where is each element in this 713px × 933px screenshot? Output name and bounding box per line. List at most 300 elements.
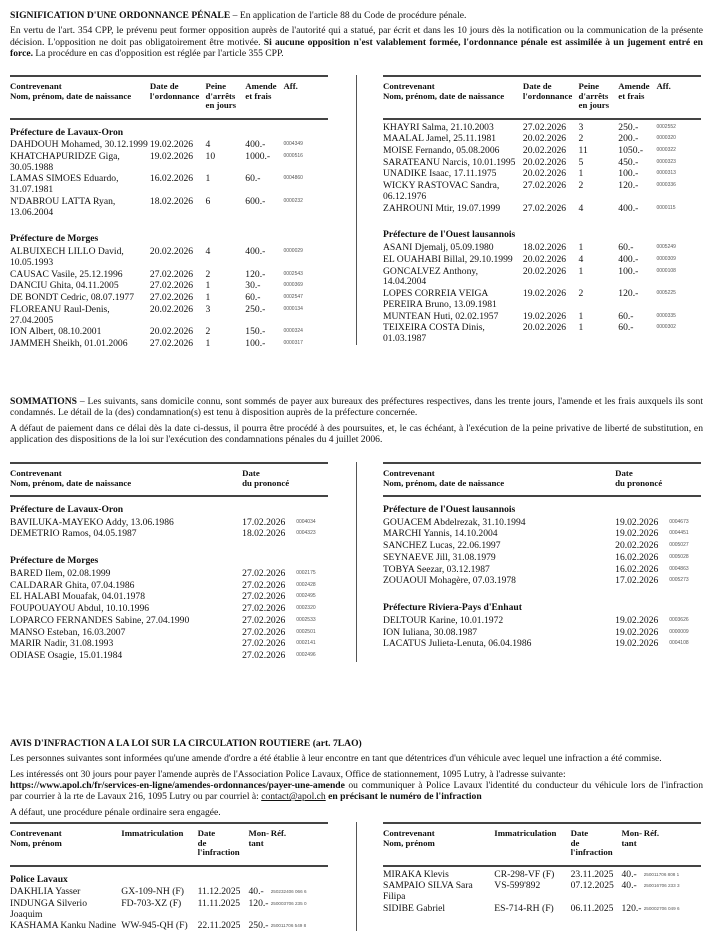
ref-cell: 250011706 808 1 — [644, 870, 701, 882]
header-row — [383, 463, 701, 496]
aff-cell: 0002501 — [296, 628, 328, 640]
col-contrevenant-line: Contrevenant — [383, 468, 435, 478]
sommations-paragraph-2: A défaut de paiement dans ce délai dès la date ci-dessus, il pourra être procédé à des poursuites, et, le cas échéant, à l'exécution de la peine privative de liberté de substitution, en application des dispositions de la loi sur l'exécution des condamnations pénales du 4 juillet 2006. — [10, 423, 703, 446]
contrevenant-cell: LAMAS SIMOES Eduardo, 31.07.1981 — [10, 174, 150, 196]
contrevenant-cell: JAMMEH Sheikh, 01.01.2006 — [10, 339, 150, 351]
contrevenant-cell: KASHAMA Kanku Nadine — [10, 921, 121, 933]
col-date-prononce-line: du prononcé — [242, 478, 289, 488]
table-row — [10, 174, 328, 196]
peine-cell: 11 — [579, 146, 619, 158]
table-row — [10, 616, 328, 628]
amende-cell: 60.- — [618, 243, 656, 255]
col-contrevenant-line: Contrevenant — [10, 81, 62, 91]
col-peine-line: Peine — [579, 81, 600, 91]
date-cell: 22.11.2025 — [198, 921, 249, 933]
date-cell: 27.02.2026 — [523, 123, 579, 135]
spacer-row — [383, 588, 701, 595]
header-row — [10, 76, 328, 119]
col-aff — [296, 463, 328, 496]
amende-cell: 30.- — [245, 281, 283, 293]
contrevenant-cell: SANCHEZ Lucas, 22.06.1997 — [383, 541, 615, 553]
contrevenant-cell: DAHDOUH Mohamed, 30.12.1999 — [10, 140, 150, 152]
avis-paragraph-3 — [10, 780, 703, 803]
table-header — [383, 463, 701, 496]
col-contrevenant — [383, 463, 615, 496]
sommations-table-left — [10, 462, 328, 663]
col-amende — [618, 76, 656, 119]
col-ref-line: Réf. — [644, 828, 659, 838]
email-link[interactable]: contact@apol.ch — [261, 791, 326, 802]
peine-cell: 1 — [579, 267, 619, 289]
peine-cell: 1 — [206, 281, 246, 293]
col-contrevenant-line: Nom, prénom — [10, 838, 62, 848]
avis-intro — [10, 738, 703, 822]
amende-cell: 60.- — [245, 293, 283, 305]
col-amende-line: et frais — [245, 91, 271, 101]
peine-cell: 1 — [206, 293, 246, 305]
sommations-title: SOMMATIONS — [10, 396, 77, 407]
contrevenant-cell: LOPARCO FERNANDES Sabine, 27.04.1990 — [10, 616, 242, 628]
date-cell: 20.02.2026 — [523, 158, 579, 170]
spacer-row — [10, 541, 328, 548]
date-cell: 19.02.2026 — [523, 289, 579, 311]
col-date-prononce — [242, 463, 296, 496]
contrevenant-cell: TEIXEIRA COSTA Dinis, 01.03.1987 — [383, 323, 523, 345]
col-aff-line: Aff. — [283, 81, 297, 91]
contrevenant-cell: DAKHLIA Yasser — [10, 887, 121, 899]
aff-cell: 0000232 — [283, 197, 328, 219]
table-row — [383, 576, 701, 588]
aff-cell: 0002495 — [296, 592, 328, 604]
col-ref — [644, 823, 701, 866]
table-row — [10, 152, 328, 174]
peine-cell: 3 — [579, 123, 619, 135]
immatriculation-cell: ES-714-RH (F) — [494, 904, 570, 916]
aff-cell: 0000302 — [656, 323, 701, 345]
aff-cell: 0005028 — [669, 553, 701, 565]
spacer-row — [10, 219, 328, 226]
date-cell: 27.02.2026 — [150, 293, 206, 305]
table-row — [10, 529, 328, 541]
ref-cell: 250232406 066 6 — [271, 887, 328, 899]
date-cell: 19.02.2026 — [615, 628, 669, 640]
table-body — [10, 866, 328, 933]
contrevenant-cell: DELTOUR Karine, 10.01.1972 — [383, 616, 615, 628]
col-peine-line: Peine — [206, 81, 227, 91]
peine-cell: 1 — [579, 312, 619, 324]
contrevenant-cell: MARIR Nadir, 31.08.1993 — [10, 639, 242, 651]
avis-title: AVIS D'INFRACTION A LA LOI SUR LA CIRCULATION ROUTIERE (art. 7LAO) — [10, 738, 703, 749]
spacer-row — [383, 215, 701, 222]
date-cell: 27.02.2026 — [242, 616, 296, 628]
table-header — [383, 76, 701, 119]
col-montant-line: Mon- — [621, 828, 642, 838]
ref-cell: 250016706 233 3 — [644, 881, 701, 903]
amende-cell: 150.- — [245, 327, 283, 339]
table-row — [10, 339, 328, 351]
amende-cell: 120.- — [618, 289, 656, 311]
table-row — [383, 881, 701, 903]
prefecture-group-row — [383, 595, 701, 616]
montant-cell: 40.- — [621, 881, 643, 903]
col-date-infraction-line: l'infraction — [198, 847, 240, 857]
amende-cell: 100.- — [245, 339, 283, 351]
amende-cell: 250.- — [618, 123, 656, 135]
peine-cell: 4 — [579, 204, 619, 216]
contrevenant-cell: MOISE Fernando, 05.08.2006 — [383, 146, 523, 158]
contrevenant-cell: SEYNAEVE Jill, 31.08.1979 — [383, 553, 615, 565]
immatriculation-cell: VS-599'892 — [494, 881, 570, 903]
col-peine-line: en jours — [206, 100, 237, 110]
spacer-cell — [10, 219, 328, 226]
date-cell: 20.02.2026 — [523, 146, 579, 158]
contrevenant-cell: ALBUIXECH LILLO David, 10.05.1993 — [10, 247, 150, 269]
col-peine-line: en jours — [579, 100, 610, 110]
table-row — [383, 553, 701, 565]
col-date-infraction-line: l'infraction — [571, 847, 613, 857]
table-row — [10, 197, 328, 219]
aff-cell: 0002320 — [296, 604, 328, 616]
date-cell: 20.02.2026 — [523, 267, 579, 289]
date-cell: 27.02.2026 — [523, 204, 579, 216]
avis-paragraph-2-text: Les intéressés ont 30 jours pour payer l'amende auprès de l'Association Police Lavaux, Office de stationnement, 1095 Lutry, à l'adresse suivante: — [10, 769, 566, 780]
aff-cell: 0002533 — [296, 616, 328, 628]
col-contrevenant — [10, 463, 242, 496]
date-cell: 16.02.2026 — [615, 553, 669, 565]
contrevenant-cell: WICKY RASTOVAC Sandra, 06.12.1976 — [383, 181, 523, 203]
date-cell: 17.02.2026 — [615, 576, 669, 588]
amende-cell: 1000.- — [245, 152, 283, 174]
col-contrevenant-line: Contrevenant — [383, 81, 435, 91]
table-body — [10, 496, 328, 663]
immatriculation-cell: CR-298-VF (F) — [494, 870, 570, 882]
date-cell: 27.02.2026 — [150, 339, 206, 351]
contrevenant-cell: SAMPAIO SILVA Sara Filipa — [383, 881, 494, 903]
col-immatriculation — [494, 823, 570, 866]
amende-cell: 60.- — [618, 323, 656, 345]
table-row — [10, 247, 328, 269]
aff-cell: 0000009 — [669, 628, 701, 640]
date-cell: 27.02.2026 — [150, 281, 206, 293]
peine-cell: 1 — [579, 323, 619, 345]
date-cell: 27.02.2026 — [242, 604, 296, 616]
peine-cell: 2 — [206, 270, 246, 282]
sommations-table-right — [383, 462, 701, 651]
aff-cell: 0000516 — [283, 152, 328, 174]
aff-cell: 0000369 — [283, 281, 328, 293]
col-date-infraction — [198, 823, 249, 866]
contrevenant-cell: BAVILUKA-MAYEKO Addy, 13.06.1986 — [10, 518, 242, 530]
col-date-prononce-line: Date — [615, 468, 633, 478]
col-contrevenant-line: Nom, prénom, date de naissance — [383, 478, 504, 488]
aff-cell: 0004863 — [669, 565, 701, 577]
table-row — [10, 305, 328, 327]
col-immatriculation-line: Immatriculation — [121, 828, 183, 838]
ordonnance-heading — [10, 10, 703, 21]
header-row — [383, 823, 701, 866]
contrevenant-cell: EL OUAHABI Billal, 29.10.1999 — [383, 255, 523, 267]
contrevenant-cell: MUNTEAN Huti, 02.02.1957 — [383, 312, 523, 324]
col-amende — [245, 76, 283, 119]
aff-cell: 0004673 — [669, 518, 701, 530]
col-amende-line: Amende — [245, 81, 276, 91]
sommations-tables — [10, 462, 703, 662]
ref-cell: 250003706 235 0 — [271, 899, 328, 921]
col-contrevenant-line: Nom, prénom — [383, 838, 435, 848]
date-cell: 27.02.2026 — [242, 639, 296, 651]
aff-cell: 0000134 — [283, 305, 328, 327]
ordonnance-text: En vertu de l'art. 354 CPP, le prévenu peut former opposition auprès de l'autorité qui a statué, par écrit et dans les 10 jours dès la notification ou la communication de la présente décision. L'opposition ne doit pas obligatoirement être motivée. — [10, 25, 703, 47]
date-cell: 27.02.2026 — [242, 628, 296, 640]
date-cell: 17.02.2026 — [242, 518, 296, 530]
col-ref-line: Réf. — [271, 828, 286, 838]
spacer-cell — [383, 215, 701, 222]
col-contrevenant — [10, 76, 150, 119]
peine-cell: 4 — [206, 247, 246, 269]
amende-cell: 450.- — [618, 158, 656, 170]
peine-cell: 1 — [579, 243, 619, 255]
col-date-prononce-line: Date — [242, 468, 260, 478]
contrevenant-cell: SARATEANU Narcis, 10.01.1995 — [383, 158, 523, 170]
table-row — [383, 323, 701, 345]
aff-cell: 0004349 — [283, 140, 328, 152]
table-body — [10, 119, 328, 351]
table-header — [10, 823, 328, 866]
prefecture-heading: Préfecture de Morges — [10, 226, 328, 247]
aff-cell: 0000309 — [656, 255, 701, 267]
table-header — [383, 823, 701, 866]
ordonnance-intro — [10, 10, 703, 63]
date-cell: 20.02.2026 — [150, 327, 206, 339]
aff-cell: 0005027 — [669, 541, 701, 553]
ordonnance-table-left — [10, 75, 328, 351]
date-cell: 18.02.2026 — [523, 243, 579, 255]
avis-table-left — [10, 822, 328, 933]
amende-cell: 200.- — [618, 134, 656, 146]
prefecture-heading: Préfecture de Lavaux-Oron — [10, 119, 328, 141]
header-row — [10, 823, 328, 866]
peine-cell: 2 — [579, 181, 619, 203]
col-ref — [271, 823, 328, 866]
aff-cell: 0000313 — [656, 169, 701, 181]
col-montant — [248, 823, 270, 866]
contrevenant-cell: MANSO Esteban, 16.03.2007 — [10, 628, 242, 640]
col-date-infraction-line: de — [198, 838, 207, 848]
table-body — [383, 866, 701, 916]
contrevenant-cell: INDUNGA Silverio Joaquim — [10, 899, 121, 921]
col-date-infraction — [571, 823, 622, 866]
peine-cell: 2 — [579, 289, 619, 311]
contrevenant-cell: N'DABROU LATTA Ryan, 13.06.2004 — [10, 197, 150, 219]
col-contrevenant-line: Nom, prénom, date de naissance — [10, 91, 131, 101]
montant-cell: 120.- — [248, 899, 270, 921]
peine-cell: 1 — [206, 339, 246, 351]
aff-cell: 0000336 — [656, 181, 701, 203]
sommations-text: – Les suivants, sans domicile connu, sont sommés de payer aux bureaux des préfectures respectives, dans les trente jours, l'amende et les frais auxquels ils sont condamnés. Le détail de la (des) condamnation(s) est tenu à disposition auprès de la préfecture concernée. — [10, 396, 703, 418]
date-cell: 11.12.2025 — [198, 887, 249, 899]
amende-cell: 100.- — [618, 267, 656, 289]
aff-cell: 0000317 — [283, 339, 328, 351]
amende-cell: 60.- — [618, 312, 656, 324]
amende-cell: 250.- — [245, 305, 283, 327]
col-contrevenant-line: Contrevenant — [10, 468, 62, 478]
peine-cell: 4 — [206, 140, 246, 152]
table-row — [10, 569, 328, 581]
amende-cell: 1050.- — [618, 146, 656, 158]
peine-cell: 5 — [579, 158, 619, 170]
col-peine — [579, 76, 619, 119]
aff-cell: 0000323 — [656, 158, 701, 170]
avis-paragraph-1: Les personnes suivantes sont informées qu'une amende d'ordre a été établie à leur encontre en tant que détentrices d'un véhicule avec lequel une infraction a été commise. — [10, 753, 703, 764]
peine-cell: 2 — [206, 327, 246, 339]
date-cell: 18.02.2026 — [242, 529, 296, 541]
ordonnance-table-right — [383, 75, 701, 346]
col-date-infraction-line: Date — [571, 828, 589, 838]
ordonnance-title-suffix: – En application de l'article 88 du Code de procédure pénale. — [230, 10, 466, 21]
col-peine-line: d'arrêts — [579, 91, 609, 101]
amende-cell: 400.- — [245, 140, 283, 152]
amende-cell: 400.- — [618, 204, 656, 216]
prefecture-group-row — [10, 866, 328, 888]
date-cell: 19.02.2026 — [615, 616, 669, 628]
montant-cell: 120.- — [621, 904, 643, 916]
contrevenant-cell: KHAYRI Salma, 21.10.2003 — [383, 123, 523, 135]
aff-cell: 0004034 — [296, 518, 328, 530]
aff-cell: 0005249 — [656, 243, 701, 255]
date-cell: 07.12.2025 — [571, 881, 622, 903]
sommations-intro — [10, 396, 703, 449]
ordonnance-table — [10, 75, 328, 351]
payment-url-link[interactable]: https://www.apol.ch/fr/services-en-ligne/amendes-ordonnances/payer-une-amende — [10, 780, 345, 791]
avis-paragraph-4: A défaut, une procédure pénale ordinaire sera engagée. — [10, 807, 703, 818]
col-date-prononce — [615, 463, 669, 496]
montant-cell: 250.- — [248, 921, 270, 933]
contrevenant-cell: ASANI Djemalj, 05.09.1980 — [383, 243, 523, 255]
montant-cell: 40.- — [248, 887, 270, 899]
col-date-ordonnance-line: l'ordonnance — [523, 91, 572, 101]
contrevenant-cell: FLOREANU Raul-Denis, 27.04.2005 — [10, 305, 150, 327]
avis-table-right — [383, 822, 701, 915]
spacer-cell — [10, 541, 328, 548]
contrevenant-cell: ION Iuliana, 30.08.1987 — [383, 628, 615, 640]
prefecture-heading: Préfecture de Lavaux-Oron — [10, 496, 328, 518]
aff-cell: 0002547 — [283, 293, 328, 305]
montant-cell: 40.- — [621, 870, 643, 882]
column-divider — [356, 75, 357, 345]
date-cell: 20.02.2026 — [523, 169, 579, 181]
date-cell: 20.02.2026 — [150, 247, 206, 269]
table-row — [10, 899, 328, 921]
contrevenant-cell: FOUPOUAYOU Abdul, 10.10.1996 — [10, 604, 242, 616]
date-cell: 11.11.2025 — [198, 899, 249, 921]
col-peine — [206, 76, 246, 119]
date-cell: 19.02.2026 — [523, 312, 579, 324]
amende-cell: 600.- — [245, 197, 283, 219]
prefecture-group-row — [383, 496, 701, 518]
table-row — [383, 255, 701, 267]
peine-cell: 1 — [206, 174, 246, 196]
spacer-cell — [383, 588, 701, 595]
col-date-ordonnance-line: Date de — [523, 81, 552, 91]
table-row — [383, 267, 701, 289]
peine-cell: 1 — [579, 169, 619, 181]
col-peine-line: d'arrêts — [206, 91, 236, 101]
contrevenant-cell: ION Albert, 08.10.2001 — [10, 327, 150, 339]
col-montant — [621, 823, 643, 866]
date-cell: 19.02.2026 — [150, 152, 206, 174]
table-row — [10, 651, 328, 663]
contrevenant-cell: CALDARAR Ghita, 07.04.1986 — [10, 581, 242, 593]
peine-cell: 3 — [206, 305, 246, 327]
contrevenant-cell: ZOUAOUI Mohagère, 07.03.1978 — [383, 576, 615, 588]
aff-cell: 0002175 — [296, 569, 328, 581]
contrevenant-cell: ZAHROUNI Mtir, 19.07.1999 — [383, 204, 523, 216]
amende-cell: 100.- — [618, 169, 656, 181]
aff-cell: 0000108 — [656, 267, 701, 289]
date-cell: 19.02.2026 — [615, 529, 669, 541]
avis-paragraph-2 — [10, 769, 703, 780]
aff-cell: 0003626 — [669, 616, 701, 628]
ordonnance-paragraph — [10, 25, 703, 59]
col-date-infraction-line: Date — [198, 828, 216, 838]
immatriculation-cell: GX-109-NH (F) — [121, 887, 197, 899]
date-cell: 18.02.2026 — [150, 197, 206, 219]
col-amende-line: et frais — [618, 91, 644, 101]
date-cell: 19.02.2026 — [150, 140, 206, 152]
header-row — [383, 76, 701, 119]
contrevenant-cell: MIRAKA Klevis — [383, 870, 494, 882]
col-montant-line: tant — [621, 838, 636, 848]
date-cell: 27.02.2026 — [523, 181, 579, 203]
contrevenant-cell: ODIASE Osagie, 15.01.1984 — [10, 651, 242, 663]
contrevenant-cell: KHATCHAPURIDZE Giga, 30.05.1988 — [10, 152, 150, 174]
date-cell: 27.02.2026 — [150, 270, 206, 282]
aff-cell: 0002543 — [283, 270, 328, 282]
peine-cell: 4 — [579, 255, 619, 267]
avis-table — [383, 822, 701, 915]
prefecture-heading: Préfecture de Morges — [10, 548, 328, 569]
date-cell: 19.02.2026 — [615, 639, 669, 651]
col-immatriculation-line: Immatriculation — [494, 828, 556, 838]
aff-cell: 0004108 — [669, 639, 701, 651]
ordonnance-title: SIGNIFICATION D'UNE ORDONNANCE PÉNALE — [10, 10, 230, 21]
contrevenant-cell: UNADIKE Isaac, 17.11.1975 — [383, 169, 523, 181]
contrevenant-cell: GOUACEM Abdelrezak, 31.10.1994 — [383, 518, 615, 530]
col-date-infraction-line: de — [571, 838, 580, 848]
col-date-ordonnance — [150, 76, 206, 119]
date-cell: 27.02.2026 — [242, 592, 296, 604]
col-date-prononce-line: du prononcé — [615, 478, 662, 488]
col-contrevenant-line: Nom, prénom, date de naissance — [383, 91, 504, 101]
prefecture-group-row — [10, 226, 328, 247]
sommations-table — [10, 462, 328, 663]
contrevenant-cell: DE BONDT Cedric, 08.07.1977 — [10, 293, 150, 305]
ref-cell: 250011706 549 8 — [271, 921, 328, 933]
table-row — [383, 639, 701, 651]
aff-cell: 0004323 — [296, 529, 328, 541]
aff-cell: 0000115 — [656, 204, 701, 216]
peine-cell: 10 — [206, 152, 246, 174]
ordonnance-bold-text: Si aucune opposition n'est valablement formée, l'ordonnance pénale est assimilée à un jugement entré en force. — [10, 37, 703, 59]
aff-cell: 0005273 — [669, 576, 701, 588]
column-divider — [356, 462, 357, 662]
aff-cell: 0002141 — [296, 639, 328, 651]
avis-tables — [10, 822, 703, 931]
aff-cell: 0002428 — [296, 581, 328, 593]
table-row — [383, 146, 701, 158]
column-divider — [356, 822, 357, 931]
contrevenant-cell: MARCHI Yannis, 14.10.2004 — [383, 529, 615, 541]
